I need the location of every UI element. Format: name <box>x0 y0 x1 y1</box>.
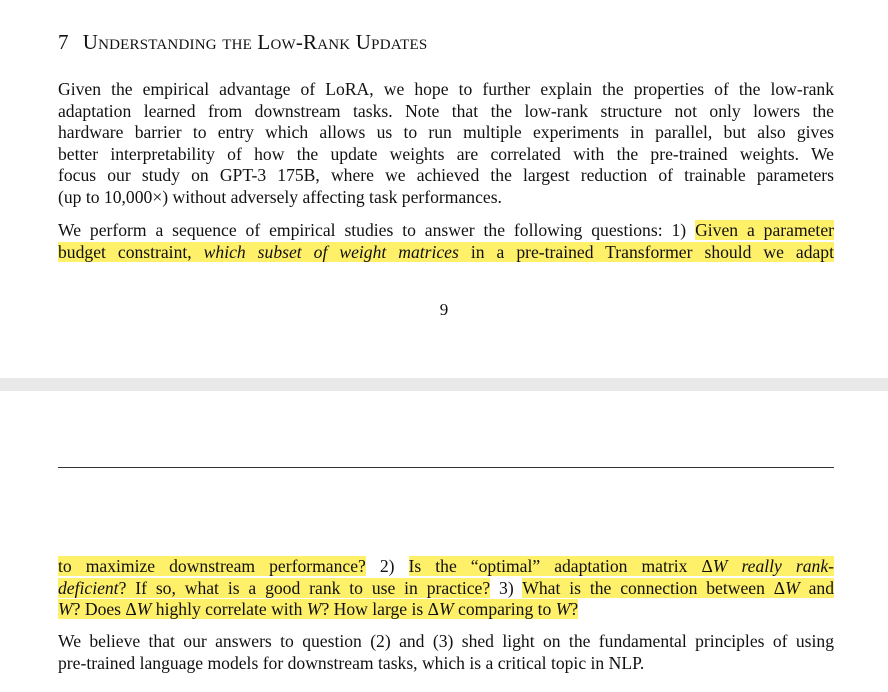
page-number: 9 <box>439 300 449 319</box>
emphasis: which subset of weight matrices <box>203 241 459 262</box>
text-line: adaptation learned from downstream tasks. Note that the low-rank structure not only lowers the <box>58 100 834 121</box>
math-delta: Δ <box>427 599 439 619</box>
page-separator <box>0 378 888 391</box>
text-span: What is the connection between <box>522 577 774 598</box>
highlight-annotation[interactable] <box>58 599 578 619</box>
text-line: focus our study on GPT-3 175B, where we achieved the largest reduction of trainable parameters <box>58 165 834 185</box>
math-var: W <box>555 599 571 619</box>
highlight-annotation[interactable]: Given a parameter <box>695 220 834 240</box>
math-var: W <box>58 599 73 619</box>
text-span: ? If so, what is a good rank to use in practice? <box>118 577 491 598</box>
math-var: W <box>438 599 454 619</box>
math-var: W <box>136 599 152 619</box>
text-span: comparing to <box>453 599 556 619</box>
math-var: W <box>306 599 322 619</box>
text-line: pre-trained language models for downstream tasks, which is a critical topic in NLP. <box>58 652 645 673</box>
text-span: and <box>799 577 834 598</box>
section-number: 7 <box>58 30 69 54</box>
text-span: budget constraint, <box>58 241 204 262</box>
text-span: in a pre-trained Transformer should we adapt <box>458 241 834 262</box>
text-span: Is the “optimal” adaptation matrix <box>408 556 702 576</box>
paragraph-intro <box>58 79 834 208</box>
text-line <box>58 556 834 578</box>
text-line: Given the empirical advantage of LoRA, we hope to further explain the properties of the low-rank <box>58 79 834 99</box>
text-line: hardware barrier to entry which allows us to run multiple experiments in parallel, but also gives <box>58 122 834 142</box>
section-heading <box>58 30 427 55</box>
text-line <box>58 578 834 600</box>
text-span: ? Does <box>72 599 126 619</box>
text-line: (up to 10,000×) without adversely affecting task performances. <box>58 186 502 207</box>
emphasis: deficient <box>58 577 119 598</box>
math-delta: Δ <box>125 599 137 619</box>
text-line <box>58 242 834 264</box>
text-line <box>58 599 834 621</box>
page-10-top <box>0 391 888 692</box>
text-line: better interpretability of how the update weights are correlated with the pre-trained weights. We <box>58 143 834 164</box>
paragraph-questions <box>58 220 834 263</box>
section-title: Understanding the Low-Rank Updates <box>82 30 428 54</box>
paragraph-conclusion <box>58 631 834 674</box>
header-rule <box>58 467 834 468</box>
math-delta: Δ <box>773 577 786 598</box>
text-span: ? <box>570 599 579 619</box>
paragraph-questions-continued <box>58 556 834 621</box>
math-var: W <box>785 577 800 598</box>
text-line: We believe that our answers to question (2) and (3) shed light on the fundamental principles of using <box>58 631 834 651</box>
math-var: W <box>712 556 728 576</box>
text-span: highly correlate with <box>151 599 307 619</box>
highlight-annotation[interactable] <box>58 242 834 262</box>
text-span: ? How large is <box>321 599 428 619</box>
emphasis: really rank- <box>727 556 834 576</box>
text-span: 2) <box>365 556 409 576</box>
highlight-annotation[interactable] <box>58 578 490 598</box>
highlight-annotation[interactable]: to maximize downstream performance? <box>58 556 366 576</box>
text-line <box>58 220 834 242</box>
text-span: We perform a sequence of empirical studies to answer the following questions: 1) <box>58 220 696 240</box>
math-delta: Δ <box>701 556 713 576</box>
text-span: 3) <box>490 577 523 598</box>
highlight-annotation[interactable] <box>522 578 834 598</box>
highlight-annotation[interactable] <box>409 556 834 576</box>
